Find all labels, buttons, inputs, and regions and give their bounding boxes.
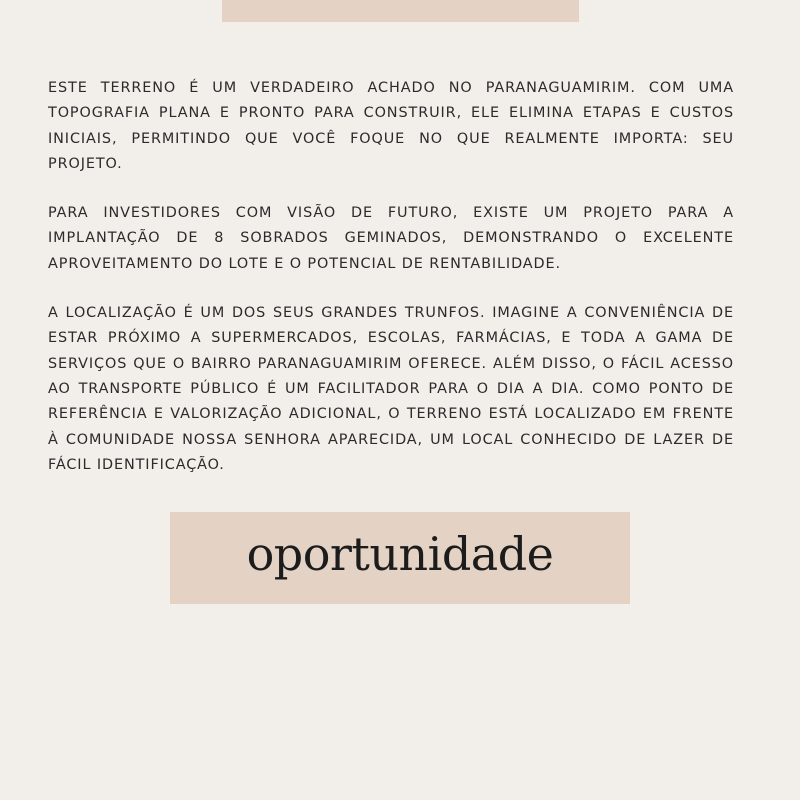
opportunity-banner [170,512,630,604]
paragraph-investors: PARA INVESTIDORES COM VISÃO DE FUTURO, EXISTE UM PROJETO PARA A IMPLANTAÇÃO DE 8 SOBRADOS GEMINADOS, DEMONSTRANDO O EXCELENTE APROVEITAMENTO DO LOTE E O POTENCIAL DE RENTABILIDADE. [48,205,734,272]
opportunity-label: oportunidade [246,527,554,581]
paragraph-terrain-intro: ESTE TERRENO É UM VERDADEIRO ACHADO NO PARANAGUAMIRIM. COM UMA TOPOGRAFIA PLANA E PRONTO PARA CONSTRUIR, ELE ELIMINA ETAPAS E CUSTOS INICIAIS, PERMITINDO QUE VOCÊ FOQUE NO QUE REALMENTE IMPORTA: SEU PROJETO. [48,80,734,172]
description-text [48,76,734,502]
paragraph-location: A LOCALIZAÇÃO É UM DOS SEUS GRANDES TRUNFOS. IMAGINE A CONVENIÊNCIA DE ESTAR PRÓXIMO A SUPERMERCADOS, ESCOLAS, FARMÁCIAS, E TODA A GAMA DE SERVIÇOS QUE O BAIRRO PARANAGUAMIRIM OFERECE. ALÉM DISSO, O FÁCIL ACESSO AO TRANSPORTE PÚBLICO É UM FACILITADOR PARA O DIA A DIA. COMO PONTO DE REFERÊNCIA E VALORIZAÇÃO ADICIONAL, O TERRENO ESTÁ LOCALIZADO EM FRENTE À COMUNIDADE NOSSA SENHORA APARECIDA, UM LOCAL CONHECIDO DE LAZER DE FÁCIL IDENTIFICAÇÃO. [48,305,734,473]
top-decorative-band [222,0,579,22]
